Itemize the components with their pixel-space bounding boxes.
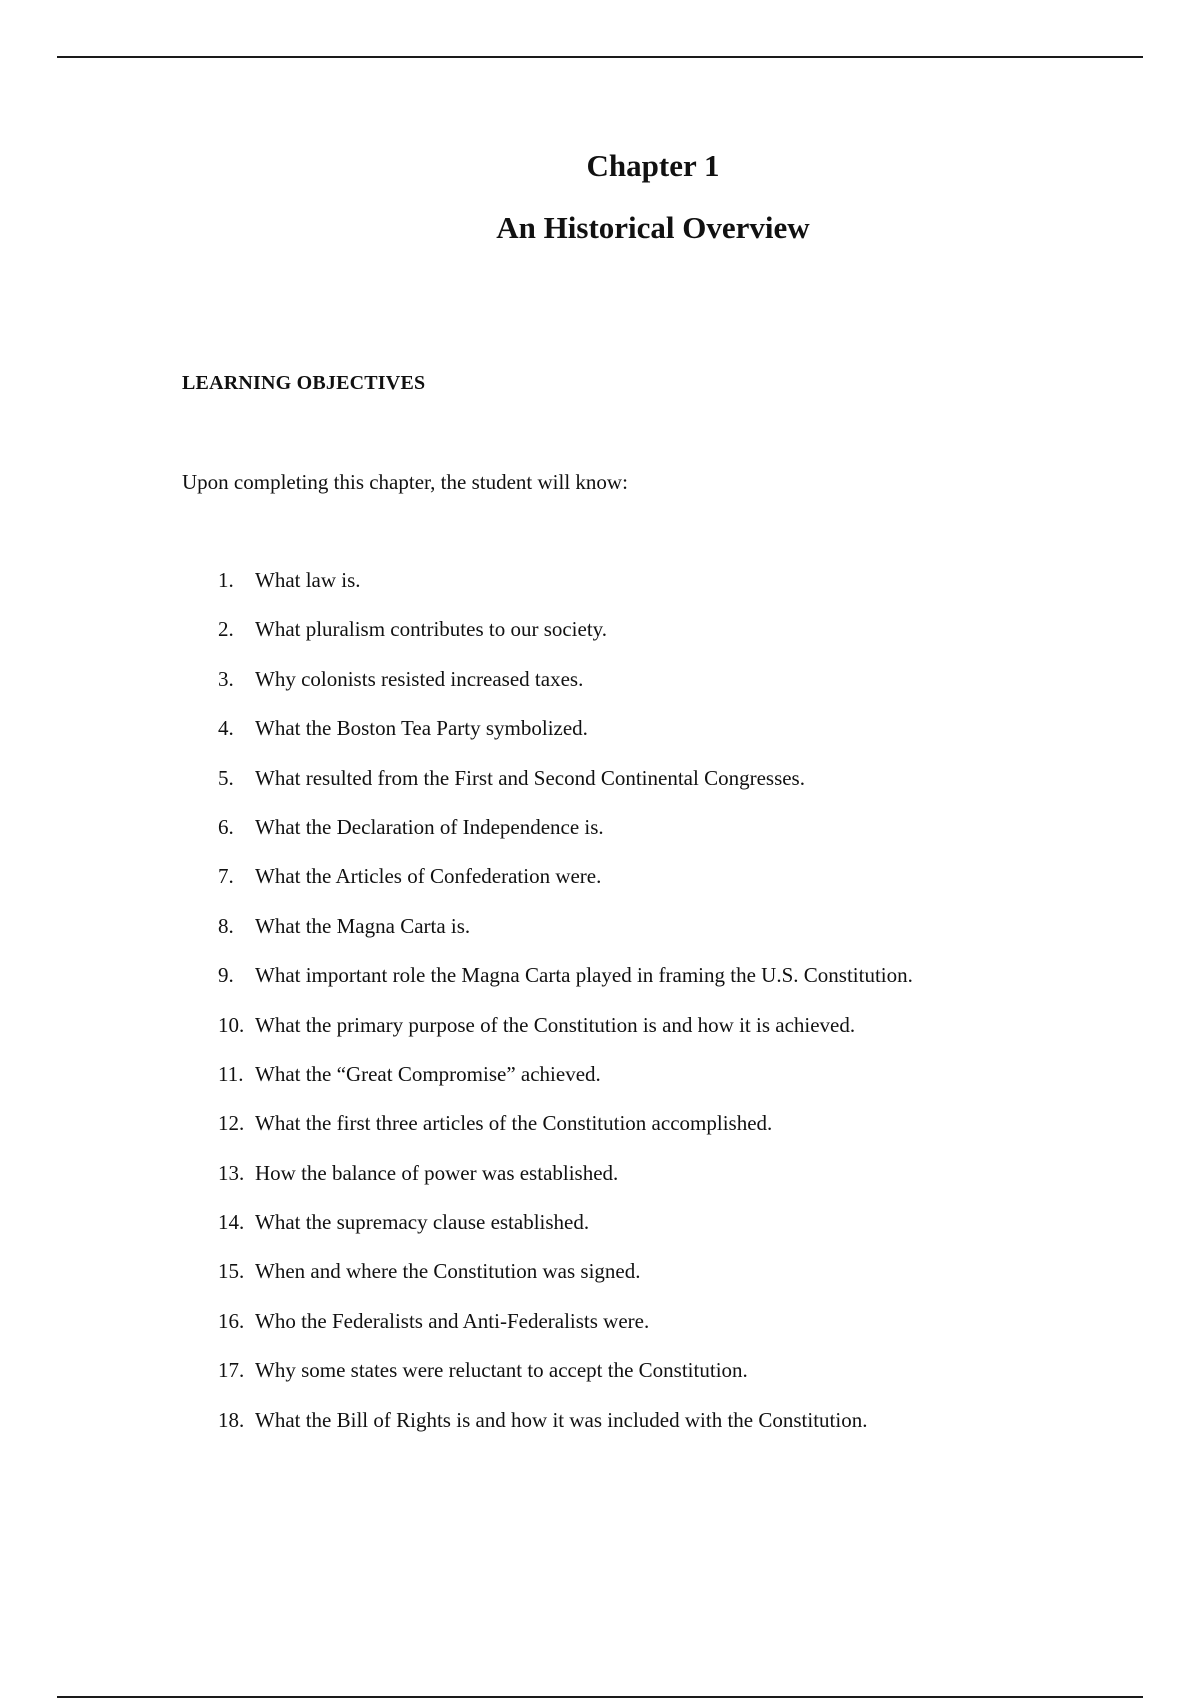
objective-item bbox=[218, 1060, 913, 1109]
objective-text: What the Articles of Confederation were. bbox=[255, 864, 602, 889]
objective-text: What the Boston Tea Party symbolized. bbox=[255, 716, 588, 741]
objectives-list bbox=[218, 566, 913, 1455]
objective-item bbox=[218, 912, 913, 961]
objective-item bbox=[218, 961, 913, 1010]
top-rule bbox=[57, 56, 1143, 58]
objective-number: 14. bbox=[218, 1210, 245, 1235]
objective-item bbox=[218, 1208, 913, 1257]
intro-text: Upon completing this chapter, the student will know: bbox=[182, 470, 628, 494]
objective-text: What pluralism contributes to our society. bbox=[255, 617, 608, 642]
objective-text: Why colonists resisted increased taxes. bbox=[255, 666, 584, 691]
objective-text: What resulted from the First and Second Continental Congresses. bbox=[255, 765, 805, 790]
section-heading: LEARNING OBJECTIVES bbox=[182, 372, 426, 394]
objective-item bbox=[218, 615, 913, 664]
objective-number: 13. bbox=[218, 1160, 245, 1185]
bottom-rule bbox=[57, 1696, 1143, 1698]
objective-text: How the balance of power was established. bbox=[255, 1160, 619, 1185]
objective-number: 12. bbox=[218, 1111, 245, 1136]
objective-text: Why some states were reluctant to accept the Constitution. bbox=[255, 1358, 748, 1383]
objective-item bbox=[218, 1011, 913, 1060]
objective-text: When and where the Constitution was signed. bbox=[255, 1259, 641, 1284]
objective-number: 18. bbox=[218, 1407, 245, 1432]
objective-item bbox=[218, 566, 913, 615]
objective-number: 7. bbox=[218, 864, 234, 889]
objective-item bbox=[218, 714, 913, 763]
objective-item bbox=[218, 1307, 913, 1356]
objective-number: 8. bbox=[218, 913, 234, 938]
objective-item bbox=[218, 1109, 913, 1158]
objective-number: 15. bbox=[218, 1259, 245, 1284]
objective-number: 10. bbox=[218, 1012, 245, 1037]
objective-number: 6. bbox=[218, 814, 234, 839]
objective-text: What law is. bbox=[255, 568, 361, 592]
objective-number: 4. bbox=[218, 716, 234, 741]
objective-text: What the Declaration of Independence is. bbox=[255, 814, 604, 839]
objective-text: What important role the Magna Carta played in framing the U.S. Constitution. bbox=[255, 963, 913, 988]
chapter-title: An Historical Overview bbox=[496, 210, 810, 245]
objective-number: 1. bbox=[218, 568, 234, 592]
objective-number: 16. bbox=[218, 1308, 245, 1333]
objective-text: Who the Federalists and Anti-Federalists were. bbox=[255, 1308, 650, 1333]
objective-number: 3. bbox=[218, 666, 234, 691]
objective-text: What the first three articles of the Constitution accomplished. bbox=[255, 1111, 773, 1136]
chapter-number: Chapter 1 bbox=[586, 148, 720, 183]
objective-number: 2. bbox=[218, 617, 234, 642]
objective-text: What the Bill of Rights is and how it was included with the Constitution. bbox=[255, 1407, 868, 1432]
objective-number: 11. bbox=[218, 1061, 244, 1086]
objective-text: What the “Great Compromise” achieved. bbox=[255, 1061, 601, 1086]
objective-number: 9. bbox=[218, 963, 234, 988]
objective-item bbox=[218, 1406, 913, 1455]
objective-text: What the supremacy clause established. bbox=[255, 1210, 590, 1235]
objective-text: What the Magna Carta is. bbox=[255, 913, 471, 938]
objective-item bbox=[218, 1257, 913, 1306]
objective-item bbox=[218, 665, 913, 714]
objective-text: What the primary purpose of the Constitution is and how it is achieved. bbox=[255, 1012, 856, 1037]
objective-item bbox=[218, 1159, 913, 1208]
objective-item bbox=[218, 1356, 913, 1405]
objective-number: 5. bbox=[218, 765, 234, 790]
objective-number: 17. bbox=[218, 1358, 245, 1383]
objective-item bbox=[218, 813, 913, 862]
objective-item bbox=[218, 764, 913, 813]
objective-item bbox=[218, 862, 913, 911]
